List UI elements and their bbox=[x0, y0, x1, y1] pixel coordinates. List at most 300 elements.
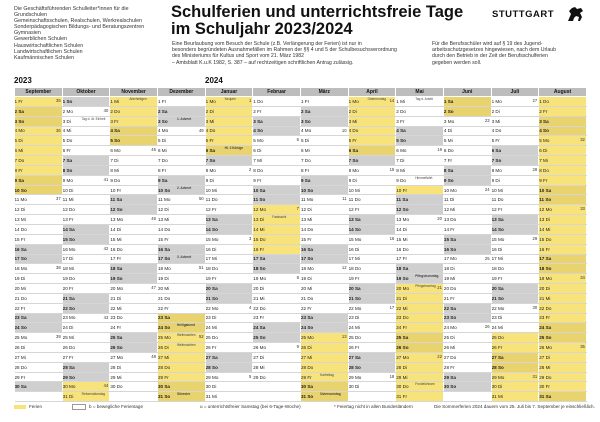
day-label: 30 Do bbox=[396, 384, 409, 390]
day-cell bbox=[300, 97, 348, 107]
calendar-row bbox=[15, 224, 587, 234]
day-label: 14 Mi bbox=[253, 226, 265, 232]
day-cell bbox=[253, 254, 301, 264]
day-cell bbox=[110, 303, 158, 313]
day-cell bbox=[62, 274, 110, 284]
day-cell bbox=[539, 195, 587, 205]
day-cell bbox=[62, 313, 110, 323]
day-label: 29 Do bbox=[539, 374, 552, 380]
calendar-row bbox=[15, 284, 587, 294]
week-number: 42 bbox=[103, 245, 109, 251]
day-cell bbox=[491, 362, 539, 372]
day-cell bbox=[157, 185, 205, 195]
day-cell bbox=[62, 97, 110, 107]
holiday-note: 1. Advent bbox=[176, 116, 192, 121]
day-label: 11 Mo bbox=[14, 197, 27, 203]
day-cell bbox=[300, 372, 348, 382]
day-label: 22 Do bbox=[253, 305, 266, 311]
day-cell bbox=[396, 97, 444, 107]
week-number: 36 bbox=[55, 127, 61, 133]
day-label: 18 Do bbox=[491, 266, 504, 272]
day-cell bbox=[110, 254, 158, 264]
day-cell bbox=[205, 254, 253, 264]
day-cell bbox=[300, 343, 348, 353]
day-label: 30 Mo bbox=[62, 384, 76, 390]
day-cell bbox=[205, 284, 253, 294]
note-line: Für die Berufsschüler wird auf § 19 des Jugend- bbox=[432, 41, 543, 47]
day-cell bbox=[205, 313, 253, 323]
day-cell bbox=[253, 165, 301, 175]
day-cell bbox=[443, 146, 491, 156]
day-label: 18 Do bbox=[348, 266, 361, 272]
calendar-row bbox=[15, 244, 587, 254]
day-label: 27 Fr bbox=[62, 354, 74, 360]
week-number: 29 bbox=[532, 235, 538, 241]
day-cell bbox=[110, 293, 158, 303]
day-label: 27 Do bbox=[443, 354, 457, 360]
day-label: 13 Fr bbox=[62, 217, 74, 223]
day-label: 18 Do bbox=[205, 266, 218, 272]
day-label: 17 Mi bbox=[348, 256, 360, 262]
day-label: 11 Sa bbox=[110, 197, 123, 203]
day-label: 3 Fr bbox=[396, 118, 405, 124]
day-label: 2 Di bbox=[205, 108, 214, 114]
day-label: 26 Fr bbox=[205, 345, 217, 351]
day-cell bbox=[443, 293, 491, 303]
day-cell bbox=[396, 126, 444, 136]
week-number: 21 bbox=[437, 285, 442, 291]
day-label: 11 Mo bbox=[300, 197, 314, 203]
day-cell bbox=[300, 382, 348, 392]
day-label: 1 Mo bbox=[491, 98, 502, 104]
day-cell bbox=[348, 352, 396, 362]
day-cell bbox=[300, 116, 348, 126]
day-label: 29 Sa bbox=[443, 374, 456, 380]
day-cell bbox=[62, 165, 110, 175]
day-label: 13 Sa bbox=[491, 217, 504, 223]
calendar-row bbox=[15, 254, 587, 264]
legend-sommer: Die Sommerferien 2024 dauern vom 25. Juli bis 7. September je einschließlich. bbox=[434, 404, 595, 409]
day-label: 26 Do bbox=[62, 345, 75, 351]
day-label: 16 Do bbox=[110, 246, 123, 252]
day-label: 30 Di bbox=[348, 384, 360, 390]
day-cell bbox=[396, 293, 444, 303]
day-label: 21 Mi bbox=[253, 295, 265, 301]
week-number: 19 bbox=[437, 147, 442, 153]
calendar-row bbox=[15, 264, 587, 274]
day-cell bbox=[205, 224, 253, 234]
day-cell bbox=[110, 136, 158, 146]
day-label: 7 Di bbox=[110, 157, 119, 163]
day-cell bbox=[300, 146, 348, 156]
day-cell bbox=[157, 244, 205, 254]
day-label: 5 Mo bbox=[253, 138, 264, 144]
calendar-row bbox=[15, 303, 587, 313]
day-label: 22 So bbox=[62, 305, 75, 311]
week-number: 5 bbox=[248, 373, 252, 379]
day-label: 25 Sa bbox=[396, 335, 409, 341]
day-cell bbox=[157, 382, 205, 392]
week-number: 41 bbox=[103, 176, 109, 182]
day-cell bbox=[443, 313, 491, 323]
day-label: 21 Mi bbox=[539, 295, 551, 301]
day-cell bbox=[396, 175, 444, 185]
day-label: 14 So bbox=[491, 226, 504, 232]
day-cell bbox=[15, 274, 63, 284]
day-cell bbox=[157, 284, 205, 294]
day-cell bbox=[348, 293, 396, 303]
day-label: 19 Di bbox=[157, 276, 169, 282]
day-cell bbox=[300, 323, 348, 333]
day-label: 5 Mo bbox=[539, 138, 550, 144]
day-label: 23 Fr bbox=[253, 315, 265, 321]
day-label: 17 Fr bbox=[396, 256, 407, 262]
day-label: 22 Mo bbox=[491, 305, 505, 311]
day-cell bbox=[110, 106, 158, 116]
day-label: 12 Mo bbox=[253, 207, 267, 213]
day-cell bbox=[539, 264, 587, 274]
day-label: 1 So bbox=[62, 98, 73, 104]
day-label: 7 Di bbox=[396, 157, 405, 163]
day-label: 23 Sa bbox=[300, 315, 313, 321]
day-cell bbox=[157, 343, 205, 353]
day-cell bbox=[110, 234, 158, 244]
day-cell bbox=[205, 303, 253, 313]
day-label: 31 Sa bbox=[539, 394, 552, 400]
day-label: 9 So bbox=[443, 177, 454, 183]
day-label: 9 Fr bbox=[253, 177, 262, 183]
day-label: 19 Mo bbox=[253, 276, 267, 282]
day-cell bbox=[396, 146, 444, 156]
day-cell bbox=[539, 244, 587, 254]
day-label: 29 Mo bbox=[348, 374, 362, 380]
day-label: 28 Sa bbox=[62, 364, 75, 370]
day-label: 21 So bbox=[491, 295, 504, 301]
day-cell bbox=[110, 224, 158, 234]
day-label: 17 So bbox=[14, 256, 27, 262]
day-cell bbox=[300, 205, 348, 215]
day-label: 13 Mo bbox=[396, 217, 410, 223]
week-number: 11 bbox=[342, 196, 347, 202]
day-cell bbox=[62, 333, 110, 343]
day-cell bbox=[443, 106, 491, 116]
day-label: 5 Di bbox=[14, 138, 23, 144]
day-cell bbox=[62, 343, 110, 353]
day-cell bbox=[300, 244, 348, 254]
day-cell bbox=[443, 215, 491, 225]
week-number: 20 bbox=[437, 216, 442, 222]
day-label: 11 Do bbox=[348, 197, 361, 203]
day-cell bbox=[15, 165, 63, 175]
day-cell bbox=[443, 244, 491, 254]
day-label: 4 Mo bbox=[300, 128, 312, 134]
day-label: 8 Do bbox=[539, 167, 549, 173]
day-cell bbox=[491, 126, 539, 136]
day-cell bbox=[62, 156, 110, 166]
day-cell bbox=[157, 362, 205, 372]
calendar-row bbox=[15, 352, 587, 362]
day-cell bbox=[62, 392, 110, 402]
day-label: 27 Di bbox=[253, 354, 265, 360]
day-cell bbox=[491, 352, 539, 362]
month-header: Februar bbox=[253, 88, 301, 97]
day-label: 11 So bbox=[253, 197, 266, 203]
day-cell bbox=[253, 234, 301, 244]
day-cell bbox=[205, 343, 253, 353]
vocational-note bbox=[432, 41, 582, 66]
day-label: 4 So bbox=[253, 128, 263, 134]
day-cell bbox=[491, 234, 539, 244]
day-label: 21 Di bbox=[396, 295, 407, 301]
day-label: 30 So bbox=[443, 384, 457, 390]
year-2024: 2024 bbox=[205, 76, 223, 85]
empty-cell bbox=[253, 392, 301, 402]
day-cell bbox=[157, 156, 205, 166]
addressee-line: Kaufmännischen Schulen bbox=[14, 54, 75, 61]
day-label: 14 Di bbox=[110, 226, 122, 232]
day-cell bbox=[253, 215, 301, 225]
day-label: 8 Mo bbox=[491, 167, 502, 173]
addressee-line: Gewerblichen Schulen bbox=[14, 36, 67, 43]
day-label: 16 Do bbox=[396, 246, 409, 252]
week-number: 10 bbox=[341, 127, 347, 133]
ferien-swatch bbox=[14, 405, 26, 409]
day-cell bbox=[300, 215, 348, 225]
day-label: 2 Sa bbox=[14, 108, 24, 114]
day-cell bbox=[253, 293, 301, 303]
day-label: 18 Di bbox=[443, 266, 455, 272]
day-cell bbox=[491, 116, 539, 126]
empty-cell bbox=[15, 392, 63, 402]
day-cell bbox=[62, 352, 110, 362]
day-cell bbox=[491, 146, 539, 156]
day-label: 1 Sa bbox=[443, 98, 454, 104]
day-cell bbox=[15, 175, 63, 185]
day-cell bbox=[253, 97, 301, 107]
day-cell bbox=[539, 303, 587, 313]
day-cell bbox=[396, 156, 444, 166]
day-cell bbox=[539, 274, 587, 284]
day-label: 6 Mi bbox=[300, 148, 310, 154]
day-label: 20 Mi bbox=[14, 285, 26, 291]
week-number: 46 bbox=[151, 216, 156, 222]
day-label: 9 Mo bbox=[62, 177, 73, 183]
day-cell bbox=[443, 303, 491, 313]
day-cell bbox=[300, 362, 348, 372]
day-label: 11 Mo bbox=[157, 197, 171, 203]
day-cell bbox=[15, 195, 63, 205]
day-label: 10 So bbox=[300, 187, 314, 193]
day-cell bbox=[491, 343, 539, 353]
day-label: 15 Fr bbox=[14, 236, 26, 242]
day-label: 26 So bbox=[396, 345, 409, 351]
day-cell bbox=[157, 323, 205, 333]
day-cell bbox=[396, 224, 444, 234]
day-cell bbox=[157, 97, 205, 107]
day-label: 13 Mo bbox=[110, 217, 124, 223]
month-header: August bbox=[539, 88, 587, 97]
year-2023: 2023 bbox=[14, 76, 32, 85]
day-label: 6 Sa bbox=[491, 148, 502, 154]
week-number: 33 bbox=[580, 206, 585, 212]
day-label: 18 Mo bbox=[157, 266, 171, 272]
day-cell bbox=[300, 254, 348, 264]
day-label: 7 Do bbox=[300, 157, 311, 163]
week-number: 40 bbox=[103, 107, 109, 113]
day-cell bbox=[253, 343, 301, 353]
page-title bbox=[171, 4, 471, 38]
day-label: 21 Sa bbox=[62, 295, 75, 301]
day-label: 29 Do bbox=[253, 374, 266, 380]
day-label: 12 So bbox=[396, 207, 409, 213]
day-label: 5 Di bbox=[300, 138, 310, 144]
calendar-row bbox=[15, 195, 587, 205]
day-cell bbox=[539, 97, 587, 107]
day-label: 25 So bbox=[539, 335, 552, 341]
week-number: 8 bbox=[296, 275, 299, 281]
day-cell bbox=[253, 333, 301, 343]
day-label: 11 So bbox=[539, 197, 552, 203]
calendar-row bbox=[15, 106, 587, 116]
holiday-note: Neujahr bbox=[224, 97, 236, 101]
day-cell bbox=[157, 224, 205, 234]
day-label: 1 Fr bbox=[300, 98, 310, 104]
day-label: 11 Di bbox=[443, 197, 455, 203]
month-header-row bbox=[15, 88, 587, 97]
day-cell bbox=[15, 205, 63, 215]
day-label: 27 Mo bbox=[110, 354, 124, 360]
day-cell bbox=[205, 293, 253, 303]
day-cell bbox=[205, 136, 253, 146]
addressee-line: Sonderpädagogischen Bildungs- und Beratungszentren bbox=[14, 24, 145, 31]
legend-ferien-label: Ferien bbox=[29, 404, 43, 409]
day-cell bbox=[539, 313, 587, 323]
day-cell bbox=[443, 284, 491, 294]
day-cell bbox=[491, 323, 539, 333]
day-cell bbox=[253, 323, 301, 333]
day-label: 3 Mo bbox=[443, 118, 455, 124]
day-cell bbox=[62, 224, 110, 234]
day-cell bbox=[110, 146, 158, 156]
day-cell bbox=[491, 313, 539, 323]
day-label: 14 Mi bbox=[539, 226, 551, 232]
day-label: 24 Mo bbox=[443, 325, 457, 331]
week-number: 47 bbox=[151, 285, 156, 291]
holiday-note: Ostersonntag bbox=[319, 392, 341, 397]
day-cell bbox=[443, 185, 491, 195]
day-label: 7 Mi bbox=[253, 157, 262, 163]
week-number: 1 bbox=[248, 98, 252, 103]
day-cell bbox=[539, 382, 587, 392]
holiday-note: Allerheiligen bbox=[129, 97, 147, 101]
addressee-line: Landwirtschaftlichen Schulen bbox=[14, 48, 83, 55]
day-cell bbox=[443, 175, 491, 185]
day-label: 15 Sa bbox=[443, 236, 456, 242]
day-label: 16 Sa bbox=[300, 246, 313, 252]
day-cell bbox=[253, 244, 301, 254]
day-label: 11 Do bbox=[491, 197, 504, 203]
day-cell bbox=[253, 136, 301, 146]
day-cell bbox=[205, 234, 253, 244]
addressee-line: Grundschulen bbox=[14, 12, 47, 19]
day-label: 7 So bbox=[205, 157, 216, 163]
day-label: 25 Mo bbox=[14, 335, 28, 341]
day-cell bbox=[157, 146, 205, 156]
day-label: 27 Sa bbox=[491, 354, 504, 360]
week-number: 7 bbox=[296, 206, 299, 212]
day-cell bbox=[157, 136, 205, 146]
day-cell bbox=[396, 343, 444, 353]
day-cell bbox=[157, 303, 205, 313]
day-cell bbox=[205, 274, 253, 284]
week-number: 35 bbox=[55, 98, 61, 103]
holiday-note: Himmelfahrt bbox=[415, 175, 433, 180]
day-cell bbox=[62, 303, 110, 313]
day-cell bbox=[396, 136, 444, 146]
day-cell bbox=[539, 175, 587, 185]
day-cell bbox=[205, 352, 253, 362]
day-label: 1 Mo bbox=[205, 98, 216, 104]
day-cell bbox=[443, 195, 491, 205]
day-cell bbox=[157, 116, 205, 126]
day-cell bbox=[300, 175, 348, 185]
day-label: 26 Fr bbox=[348, 345, 360, 351]
day-cell bbox=[491, 382, 539, 392]
day-cell bbox=[62, 126, 110, 136]
day-cell bbox=[491, 156, 539, 166]
day-label: 1 Do bbox=[539, 98, 549, 104]
day-cell bbox=[539, 106, 587, 116]
day-cell bbox=[300, 264, 348, 274]
day-cell bbox=[110, 352, 158, 362]
week-number: 16 bbox=[389, 235, 395, 241]
day-label: 7 So bbox=[491, 157, 502, 163]
day-label: 10 Sa bbox=[253, 187, 266, 193]
week-number: 52 bbox=[198, 334, 204, 340]
day-cell bbox=[396, 303, 444, 313]
day-label: 15 Do bbox=[253, 236, 266, 242]
holiday-note: Reformationstag bbox=[81, 392, 106, 397]
day-cell bbox=[396, 382, 444, 392]
day-label: 3 Mi bbox=[491, 118, 501, 124]
day-label: 24 Mi bbox=[205, 325, 217, 331]
calendar-row bbox=[15, 175, 587, 185]
day-cell bbox=[491, 205, 539, 215]
day-cell bbox=[15, 146, 63, 156]
day-cell bbox=[15, 126, 63, 136]
day-label: 26 Mi bbox=[443, 345, 456, 351]
calendar-row bbox=[15, 343, 587, 353]
week-number: 6 bbox=[296, 137, 299, 143]
day-label: 21 So bbox=[205, 295, 218, 301]
calendar-row bbox=[15, 97, 587, 107]
calendar-row bbox=[15, 126, 587, 136]
day-label: 4 Do bbox=[205, 128, 216, 134]
day-cell bbox=[15, 185, 63, 195]
day-cell bbox=[491, 333, 539, 343]
day-label: 5 Di bbox=[157, 138, 167, 144]
day-label: 30 Di bbox=[491, 384, 503, 390]
day-cell bbox=[110, 97, 158, 107]
day-label: 9 Do bbox=[396, 177, 406, 183]
empty-cell bbox=[348, 392, 396, 402]
day-label: 6 Mo bbox=[396, 148, 407, 154]
day-cell bbox=[491, 175, 539, 185]
day-label: 26 Mo bbox=[253, 345, 267, 351]
week-number: 26 bbox=[484, 324, 490, 330]
day-cell bbox=[396, 352, 444, 362]
day-cell bbox=[253, 205, 301, 215]
